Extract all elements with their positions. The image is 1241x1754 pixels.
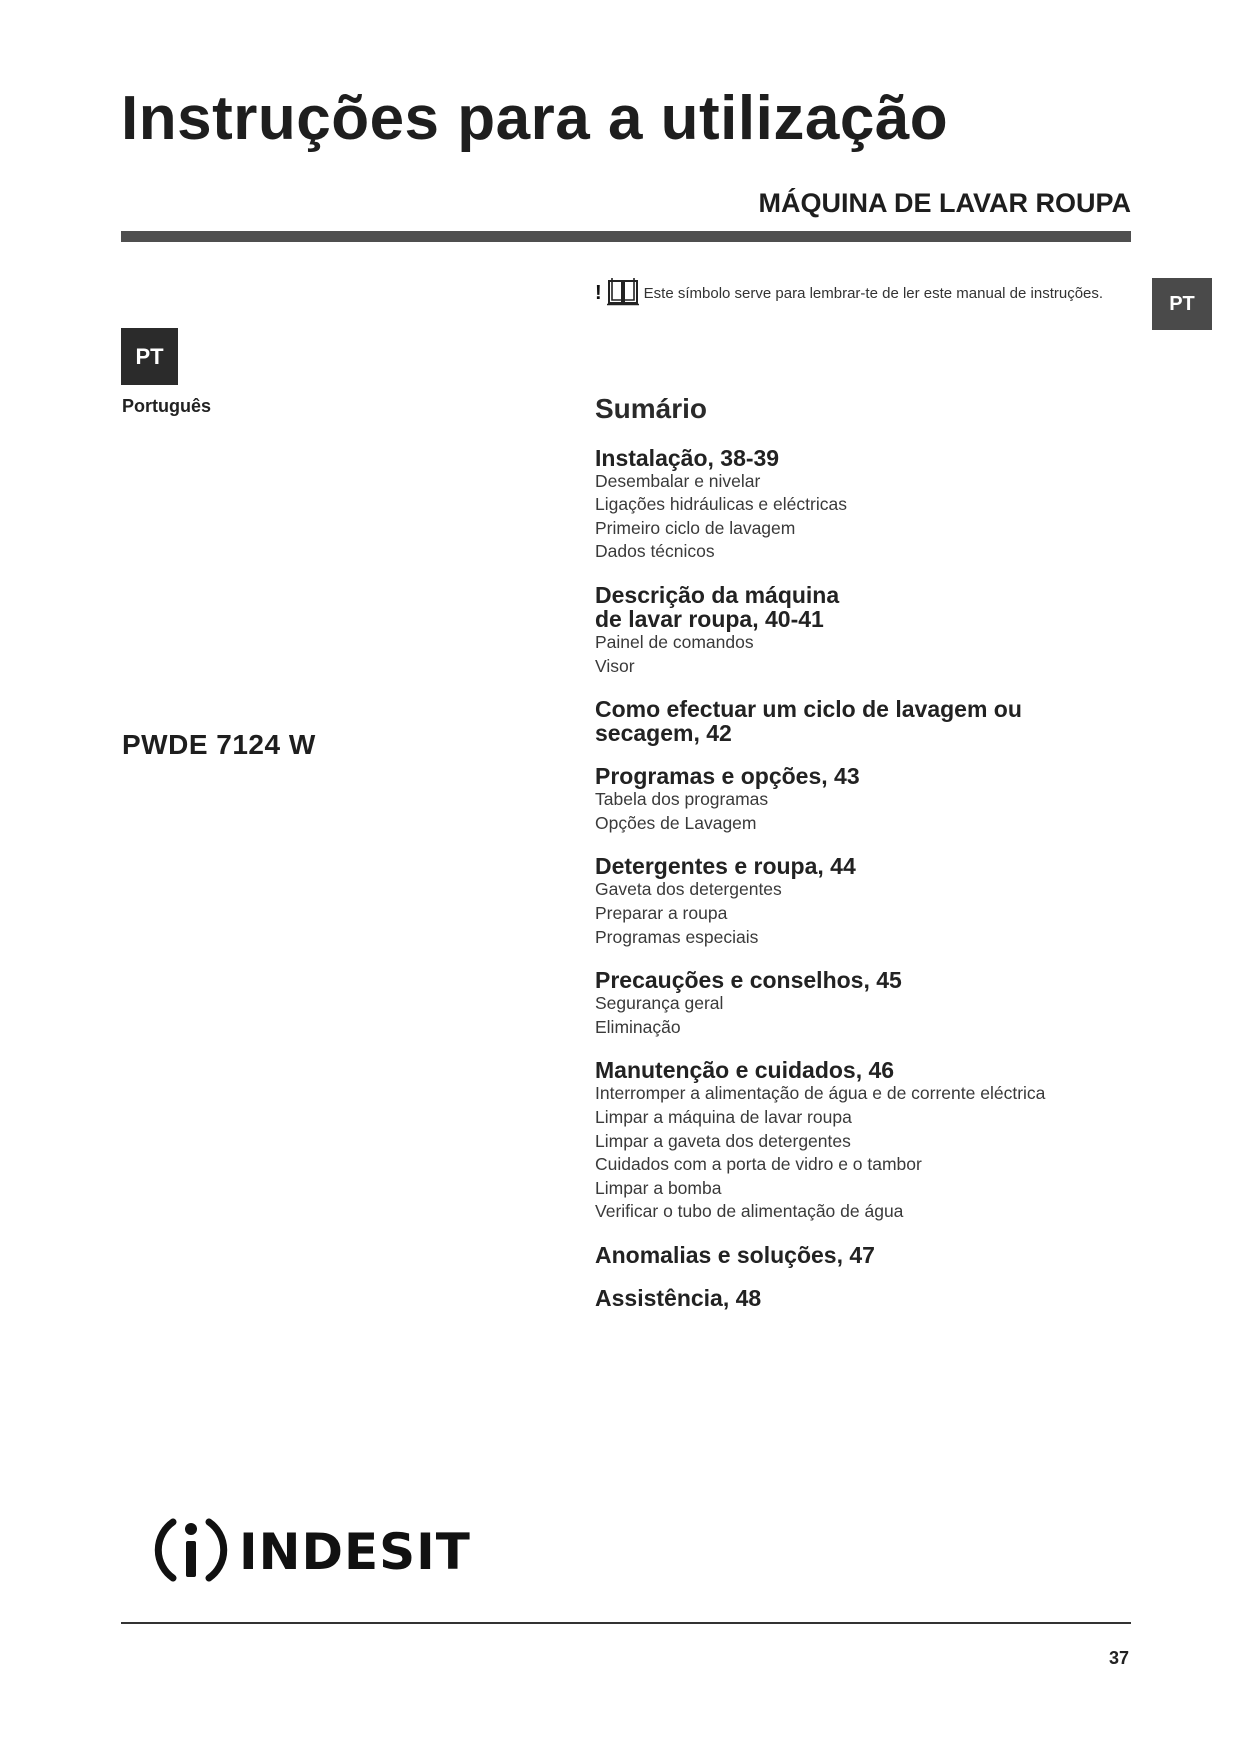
toc-section-heading: Instalação, 38-39 bbox=[595, 444, 780, 471]
toc-item: Ligações hidráulicas e eléctricas bbox=[595, 494, 847, 515]
toc-item: Limpar a gaveta dos detergentes bbox=[595, 1130, 851, 1151]
toc-item: Painel de comandos bbox=[595, 631, 754, 652]
toc-item: Desembalar e nivelar bbox=[595, 470, 761, 491]
toc-section bbox=[595, 968, 1155, 1039]
toc-item: Verificar o tubo de alimentação de água bbox=[595, 1201, 904, 1222]
language-name: Português bbox=[122, 396, 212, 416]
toc-section bbox=[595, 1286, 1155, 1310]
brand-logo bbox=[151, 1512, 471, 1592]
toc-item: Gaveta dos detergentes bbox=[595, 879, 782, 900]
toc-section-heading: Precauções e conselhos, 45 bbox=[595, 967, 902, 994]
toc-section bbox=[595, 854, 1155, 949]
toc-section-heading: Detergentes e roupa, 44 bbox=[595, 853, 856, 880]
notice-text: Este símbolo serve para lembrar-te de ler este manual de instruções. bbox=[643, 284, 1104, 302]
toc-section-heading: Como efectuar um ciclo de lavagem ou secagem, 42 bbox=[595, 696, 1022, 747]
model-number: PWDE 7124 W bbox=[122, 729, 316, 760]
exclamation-mark: ! bbox=[595, 281, 602, 304]
brand-wordmark: INDESIT bbox=[239, 1523, 471, 1581]
toc-title: Sumário bbox=[595, 393, 708, 424]
toc-section-heading: Manutenção e cuidados, 46 bbox=[595, 1057, 895, 1084]
toc-section bbox=[595, 446, 1155, 564]
language-side-tab: PT bbox=[1152, 278, 1212, 330]
toc-item: Tabela dos programas bbox=[595, 789, 769, 810]
manual-notice bbox=[595, 276, 1103, 310]
table-of-contents bbox=[595, 392, 1155, 1329]
top-divider bbox=[121, 231, 1131, 242]
toc-item: Eliminação bbox=[595, 1016, 681, 1037]
toc-item: Limpar a máquina de lavar roupa bbox=[595, 1106, 852, 1127]
toc-item: Cuidados com a porta de vidro e o tambor bbox=[595, 1154, 922, 1175]
toc-item: Visor bbox=[595, 655, 635, 676]
toc-item: Opções de Lavagem bbox=[595, 812, 757, 833]
toc-section bbox=[595, 697, 1155, 745]
toc-section bbox=[595, 583, 1155, 678]
page-title: Instruções para a utilização bbox=[121, 84, 949, 153]
toc-item: Interromper a alimentação de água e de corrente eléctrica bbox=[595, 1083, 1046, 1104]
bottom-divider bbox=[121, 1622, 1131, 1624]
toc-section-heading: Descrição da máquina de lavar roupa, 40-41 bbox=[595, 581, 840, 632]
toc-section bbox=[595, 1243, 1155, 1267]
page-number: 37 bbox=[1108, 1648, 1129, 1668]
indesit-logo-icon bbox=[151, 1510, 231, 1595]
toc-item: Programas especiais bbox=[595, 926, 759, 947]
toc-sections bbox=[595, 446, 1155, 1310]
toc-section bbox=[595, 1058, 1155, 1224]
toc-item: Preparar a roupa bbox=[595, 902, 728, 923]
toc-section-heading: Assistência, 48 bbox=[595, 1284, 762, 1311]
toc-item: Limpar a bomba bbox=[595, 1177, 722, 1198]
toc-section-heading: Programas e opções, 43 bbox=[595, 763, 860, 790]
product-type-subtitle: MÁQUINA DE LAVAR ROUPA bbox=[758, 188, 1131, 218]
book-icon bbox=[606, 276, 640, 310]
toc-item: Primeiro ciclo de lavagem bbox=[595, 517, 796, 538]
toc-section-heading: Anomalias e soluções, 47 bbox=[595, 1241, 875, 1268]
toc-section bbox=[595, 764, 1155, 835]
toc-item: Dados técnicos bbox=[595, 541, 715, 562]
toc-item: Segurança geral bbox=[595, 993, 724, 1014]
language-code-badge: PT bbox=[121, 328, 178, 385]
